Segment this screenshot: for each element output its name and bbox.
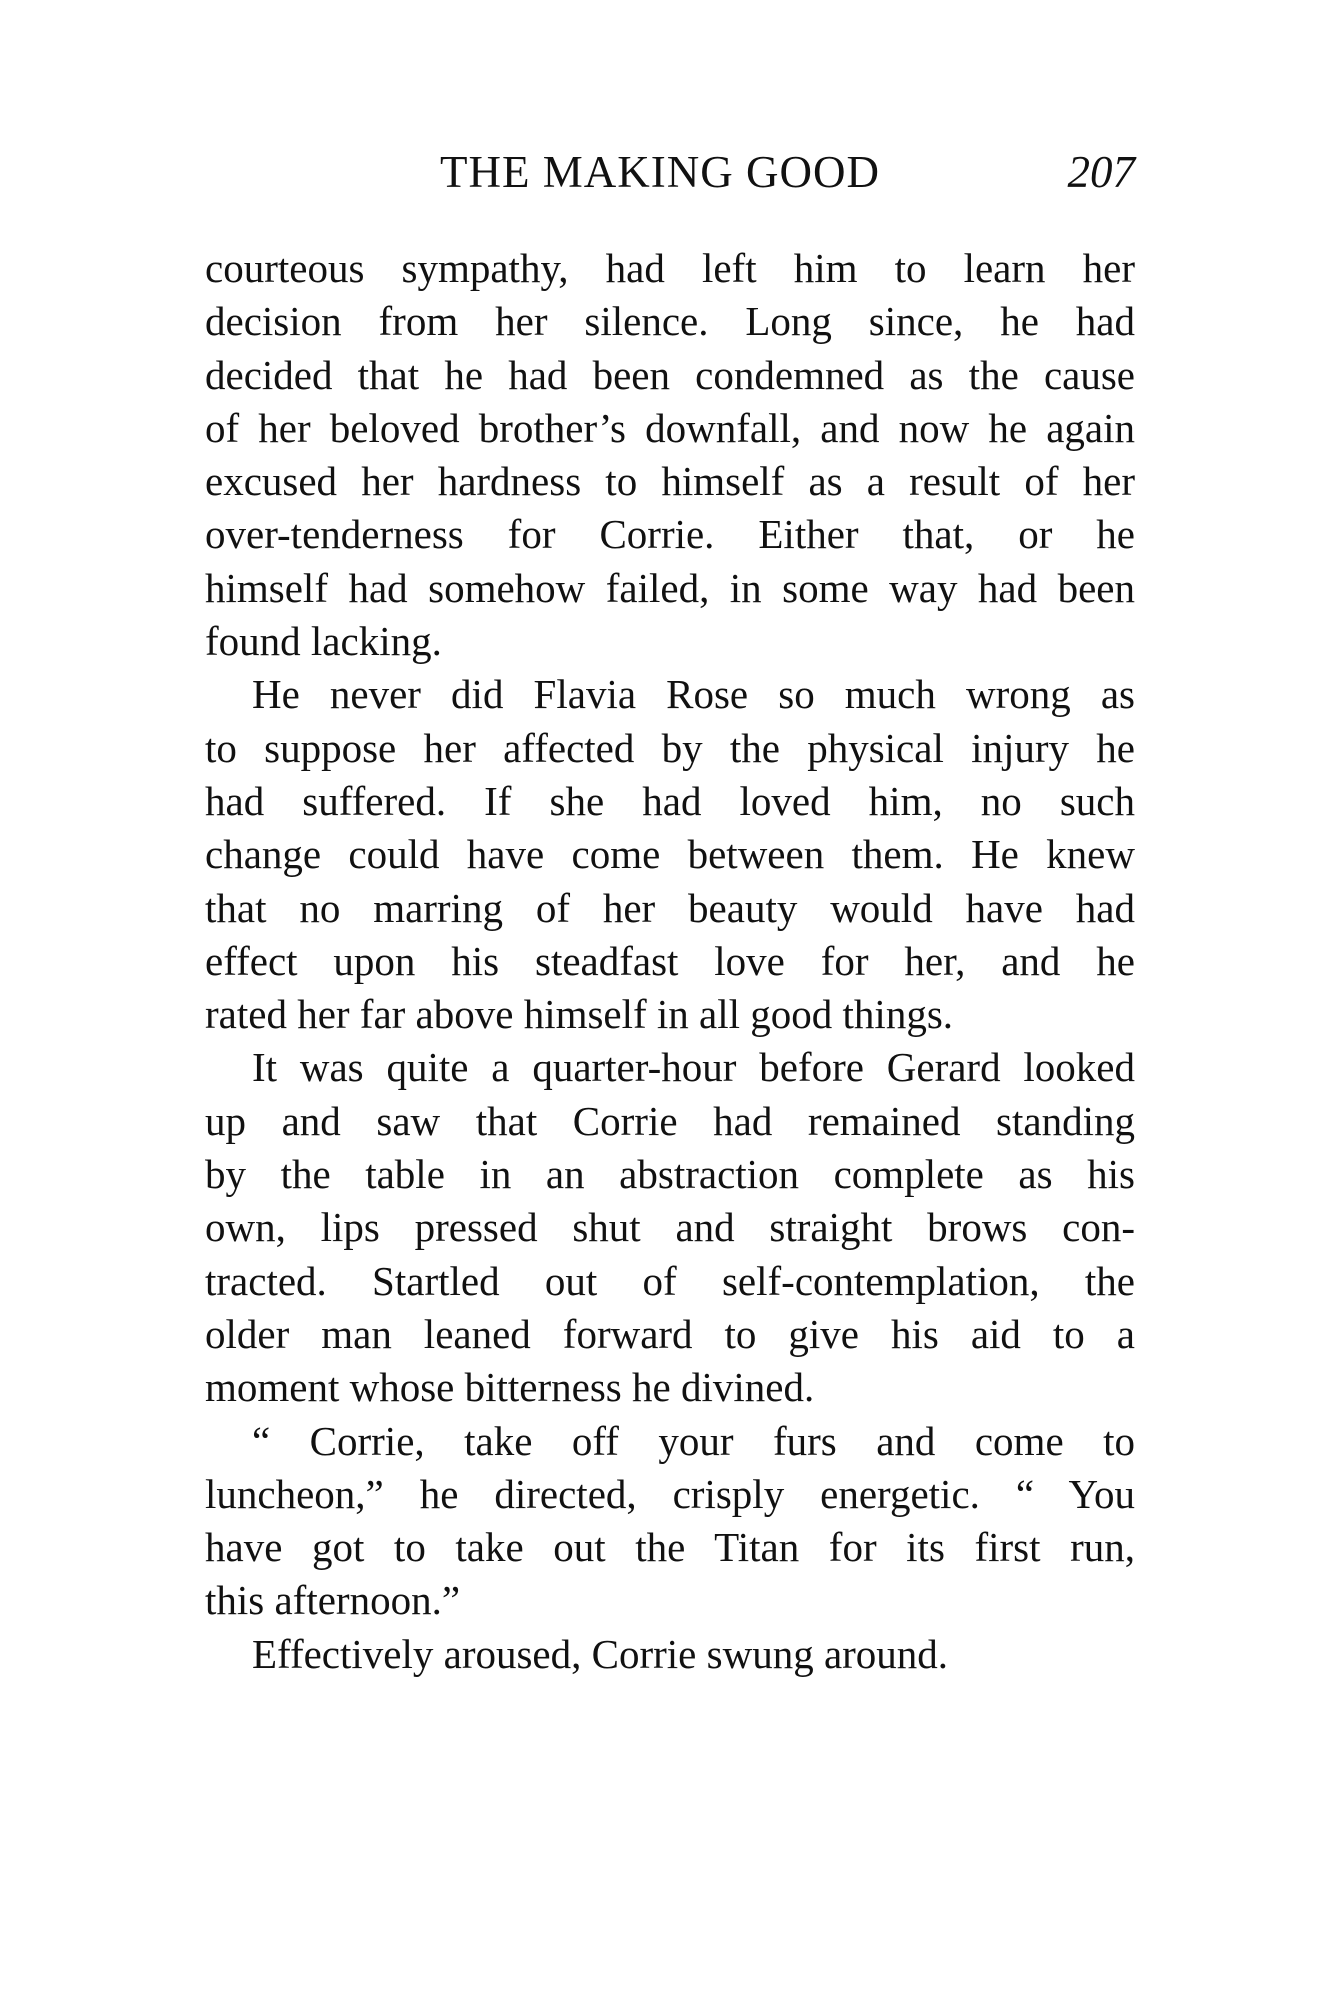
text-line: courteous sympathy, had left him to learn her <box>205 245 1135 291</box>
text-line: of her beloved brother’s downfall, and now he again <box>205 404 1135 451</box>
text-line: change could have come between them. He knew <box>205 831 1135 878</box>
text-line: luncheon,” he directed, crisply energetic. “ You <box>205 1470 1135 1517</box>
text-line: to suppose her affected by the physical injury he <box>205 724 1135 771</box>
text-line: rated her far above himself in all good things. <box>205 991 954 1038</box>
paragraph-1 <box>205 242 1135 668</box>
page-header <box>205 142 1135 202</box>
text-line: over-tenderness for Corrie. Either that, or he <box>205 511 1135 558</box>
text-line: effect upon his steadfast love for her, and he <box>205 937 1135 984</box>
text-line: excused her hardness to himself as a result of her <box>205 458 1135 505</box>
paragraph-3 <box>205 1041 1135 1414</box>
text-line: had suffered. If she had loved him, no such <box>205 777 1135 824</box>
text-line: have got to take out the Titan for its first run, <box>205 1524 1135 1571</box>
text-line: decision from her silence. Long since, he had <box>205 298 1135 345</box>
text-line: own, lips pressed shut and straight brows con- <box>205 1204 1135 1251</box>
text-line: this afternoon.” <box>205 1577 461 1624</box>
text-line: moment whose bitterness he divined. <box>205 1364 815 1411</box>
text-line: himself had somehow failed, in some way had been <box>205 564 1135 611</box>
text-line: tracted. Startled out of self-contemplation, the <box>205 1257 1135 1304</box>
text-line: “ Corrie, take off your furs and come to <box>252 1417 1135 1464</box>
text-line: It was quite a quarter-hour before Gerard looked <box>252 1044 1135 1091</box>
paragraph-2 <box>205 668 1135 1041</box>
paragraph-5 <box>205 1628 1135 1681</box>
text-line: Effectively aroused, Corrie swung around. <box>252 1630 949 1677</box>
text-line: older man leaned forward to give his aid to a <box>205 1310 1135 1357</box>
text-line: that no marring of her beauty would have had <box>205 884 1135 931</box>
text-line: by the table in an abstraction complete as his <box>205 1151 1135 1198</box>
text-line: up and saw that Corrie had remained standing <box>205 1097 1135 1144</box>
text-line: decided that he had been condemned as the cause <box>205 351 1135 398</box>
body-text <box>205 242 1135 1681</box>
running-title: THE MAKING GOOD <box>440 147 880 197</box>
text-line: He never did Flavia Rose so much wrong as <box>252 671 1135 718</box>
page-number: 207 <box>1067 147 1135 197</box>
paragraph-4 <box>205 1415 1135 1628</box>
text-line: found lacking. <box>205 618 442 665</box>
